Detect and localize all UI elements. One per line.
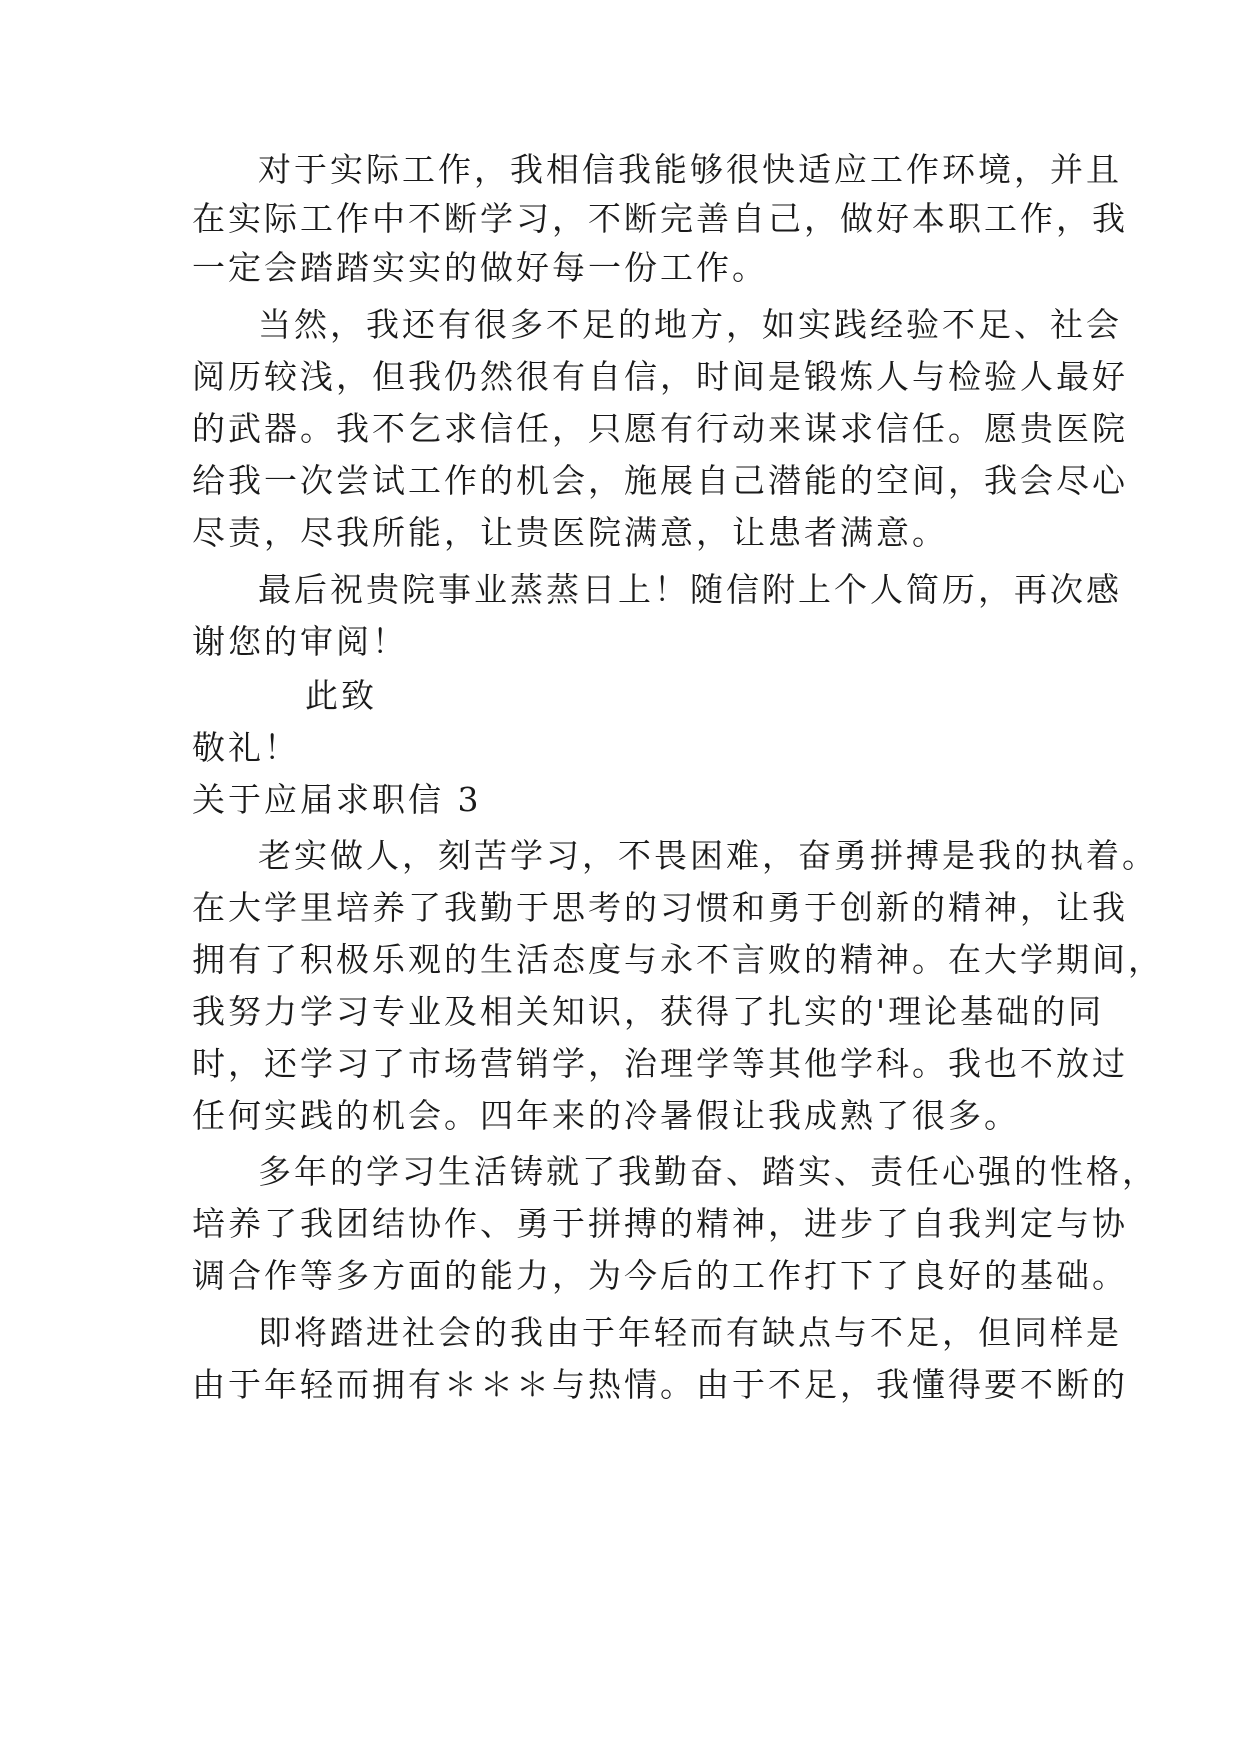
section-heading: 关于应届求职信 3	[192, 780, 482, 819]
text-line: 老实做人，刻苦学习，不畏困难，奋勇拼搏是我的执着。	[258, 836, 1158, 875]
text-line: 当然，我还有很多不足的地方，如实践经验不足、社会	[258, 305, 1122, 344]
text-line: 我努力学习专业及相关知识，获得了扎实的'理论基础的同	[192, 992, 1105, 1031]
closing-regards: 敬礼！	[192, 728, 300, 767]
text-line: 最后祝贵院事业蒸蒸日上！随信附上个人简历，再次感	[258, 570, 1122, 609]
text-line: 调合作等多方面的能力，为今后的工作打下了良好的基础。	[192, 1256, 1128, 1295]
text-line: 阅历较浅，但我仍然很有自信，时间是锻炼人与检验人最好	[192, 357, 1128, 396]
text-line: 拥有了积极乐观的生活态度与永不言败的精神。在大学期间，	[192, 940, 1164, 979]
text-line: 任何实践的机会。四年来的冷暑假让我成熟了很多。	[192, 1096, 1020, 1135]
text-line: 即将踏进社会的我由于年轻而有缺点与不足，但同样是	[258, 1313, 1122, 1352]
text-line: 尽责，尽我所能，让贵医院满意，让患者满意。	[192, 513, 948, 552]
text-line: 谢您的审阅！	[192, 622, 408, 661]
text-line: 多年的学习生活铸就了我勤奋、踏实、责任心强的性格，	[258, 1152, 1158, 1191]
text-line: 的武器。我不乞求信任，只愿有行动来谋求信任。愿贵医院	[192, 409, 1128, 448]
text-line: 在大学里培养了我勤于思考的习惯和勇于创新的精神，让我	[192, 888, 1128, 927]
text-line: 一定会踏踏实实的做好每一份工作。	[192, 248, 768, 287]
text-line: 时，还学习了市场营销学，治理学等其他学科。我也不放过	[192, 1044, 1128, 1083]
closing-salutation: 此致	[305, 676, 377, 715]
text-line: 在实际工作中不断学习，不断完善自己，做好本职工作，我	[192, 199, 1128, 238]
text-line: 由于年轻而拥有＊＊＊与热情。由于不足，我懂得要不断的	[192, 1365, 1128, 1404]
text-line: 对于实际工作，我相信我能够很快适应工作环境，并且	[258, 150, 1122, 189]
text-line: 给我一次尝试工作的机会，施展自己潜能的空间，我会尽心	[192, 461, 1128, 500]
text-line: 培养了我团结协作、勇于拼搏的精神，进步了自我判定与协	[192, 1204, 1128, 1243]
